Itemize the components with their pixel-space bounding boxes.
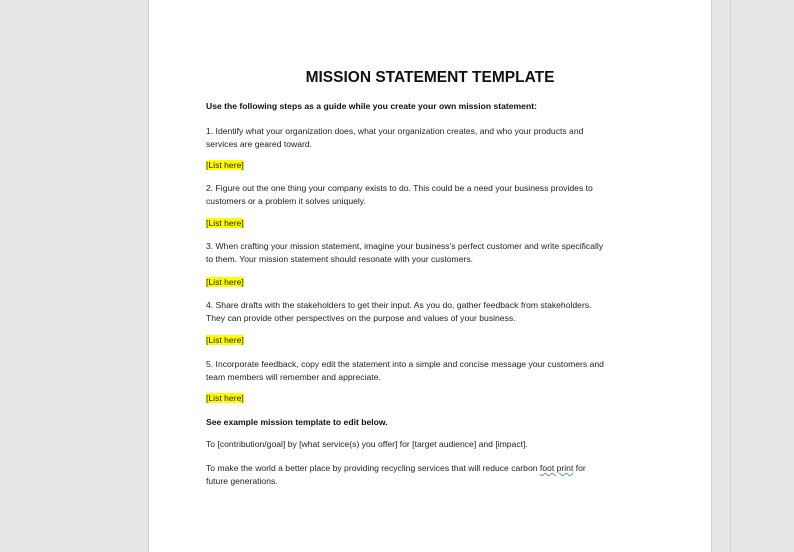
placeholder-text: [List here] (206, 393, 244, 403)
placeholder-text: [List here] (206, 335, 244, 345)
placeholder-3[interactable] (206, 276, 606, 289)
document-title: MISSION STATEMENT TEMPLATE (305, 69, 555, 86)
example-text: To make the world a better place by providing recycling services that will reduce carbon (206, 463, 540, 473)
placeholder-5[interactable] (206, 392, 606, 405)
placeholder-4[interactable] (206, 334, 606, 347)
example-text: for future generations. (206, 463, 586, 486)
document-page[interactable] (148, 0, 712, 552)
step-5: 5. Incorporate feedback, copy edit the statement into a simple and concise message your customers and team members will remember and appreciate. (206, 359, 604, 382)
placeholder-text: [List here] (206, 277, 244, 287)
example-heading: See example mission template to edit below. (206, 417, 388, 427)
intro-text: Use the following steps as a guide while you create your own mission statement: (206, 101, 537, 111)
example-statement (206, 462, 606, 487)
placeholder-text: [List here] (206, 218, 244, 228)
template-line: To [contribution/goal] by [what service(s) you offer] for [target audience] and [impact]. (206, 439, 528, 449)
step-1: 1. Identify what your organization does, what your organization creates, and who your products and services are geared toward. (206, 126, 584, 149)
placeholder-2[interactable] (206, 217, 606, 230)
spelling-flagged-text[interactable]: foot print (539, 463, 574, 473)
placeholder-text: [List here] (206, 160, 244, 170)
step-2: 2. Figure out the one thing your company exists to do. This could be a need your business provides to customers or a problem it solves uniquely. (206, 183, 593, 206)
divider (730, 0, 731, 552)
placeholder-1[interactable] (206, 159, 606, 172)
step-3: 3. When crafting your mission statement, imagine your business's perfect customer and write specifically to them. Your mission statement should resonate with your customers. (206, 241, 604, 264)
step-4: 4. Share drafts with the stakeholders to get their input. As you do, gather feedback from stakeholders. They can provide other perspectives on the purpose and values of your business. (206, 300, 592, 323)
